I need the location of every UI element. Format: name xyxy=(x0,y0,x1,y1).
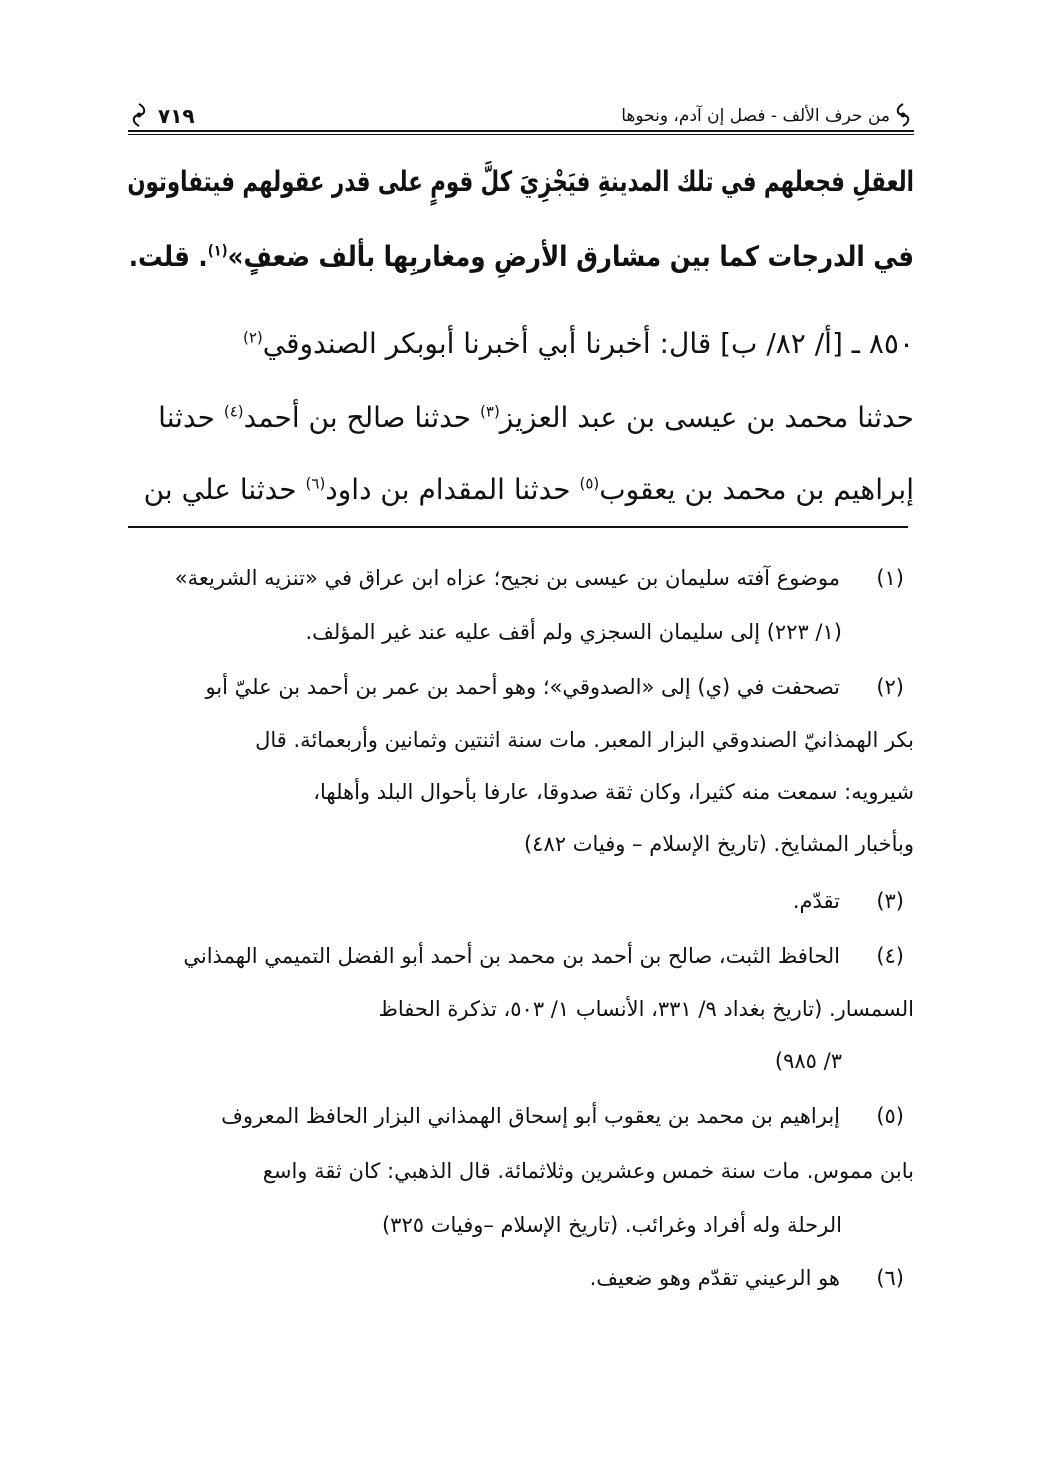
footnote-4-line-2: السمسار. (تاريخ بغداد ٩/ ٣٣١، الأنساب ١/ ٥٠٣، تذكرة الحفاظ xyxy=(378,997,914,1021)
entry-line-2-a: حدثنا محمد بن عيسى بن عبد العزيز xyxy=(499,401,914,434)
body-line-2-text: في الدرجات كما بين مشارق الأرضِ ومغاربِها بألف ضعفٍ» xyxy=(227,240,915,273)
footnote-text: تقدّم. xyxy=(792,889,840,913)
footnote-1-line-2: (١/ ٢٢٣) إلى سليمان السجزي ولم أقف عليه عند غير المؤلف. xyxy=(305,620,842,644)
footnote-ref-1: (١) xyxy=(207,241,228,260)
entry-line-2-b: حدثنا صالح بن أحمد xyxy=(243,401,481,434)
ornament-left-icon xyxy=(128,102,150,128)
entry-line-2-c: حدثنا xyxy=(158,401,224,434)
footnote-mark: (٣) xyxy=(876,889,904,913)
footnote-ref-4: (٤) xyxy=(223,402,244,421)
footnote-text: موضوع آفته سليمان بن عيسى بن نجيح؛ عزاه ابن عراق في «تنزيه الشريعة» xyxy=(174,566,840,590)
page-number: ٧١٩ xyxy=(158,104,195,128)
footnote-mark: (١) xyxy=(876,566,904,590)
body-line-2-end: . قلت. xyxy=(128,240,208,273)
entry-line-1 xyxy=(128,324,914,364)
footnote-separator xyxy=(128,526,908,528)
footnote-ref-2: (٢) xyxy=(243,328,263,347)
entry-line-2 xyxy=(128,398,914,438)
footnote-mark: (٥) xyxy=(876,1104,904,1128)
footnote-text: الحافظ الثبت، صالح بن أحمد بن محمد بن أحمد أبو الفضل التميمي الهمذاني xyxy=(183,944,840,968)
entry-line-3 xyxy=(128,470,914,510)
footnote-ref-3: (٣) xyxy=(480,402,500,421)
footnote-5-line-3: الرحلة وله أفراد وغرائب. (تاريخ الإسلام –وفيات ٣٢٥) xyxy=(381,1213,842,1237)
header-title: من حرف الألف - فصل إن آدم، ونحوها xyxy=(621,106,890,126)
entry-line-3-c: حدثنا علي بن xyxy=(143,473,306,506)
footnote-mark: (٢) xyxy=(876,675,904,699)
footnote-text: إبراهيم بن محمد بن يعقوب أبو إسحاق الهمذاني البزار الحافظ المعروف xyxy=(221,1104,840,1128)
footnote-mark: (٤) xyxy=(876,944,904,968)
footnote-2-line-2: بكر الهمذانيّ الصندوقي البزار المعبر. مات سنة اثنتين وثمانين وأربعمائة. قال xyxy=(255,728,914,752)
footnote-text: هو الرعيني تقدّم وهو ضعيف. xyxy=(589,1266,840,1290)
footnote-2-line-4: وبأخبار المشايخ. (تاريخ الإسلام – وفيات ٤٨٢) xyxy=(523,832,914,856)
ornament-right-icon xyxy=(892,102,914,128)
footnote-mark: (٦) xyxy=(876,1266,904,1290)
running-header xyxy=(128,96,914,140)
entry-line-1-text: ٨٥٠ ـ [أ/ ٨٢/ ب] قال: أخبرنا أبي أخبرنا أبوبكر الصندوقي xyxy=(262,327,914,360)
header-rule xyxy=(128,130,914,135)
body-line-2 xyxy=(128,237,915,277)
footnote-2-line-3: شيرويه: سمعت منه كثيرا، وكان ثقة صدوقا، عارفا بأحوال البلد وأهلها، xyxy=(313,780,914,804)
body-line-1: العقلِ فجعلهم في تلك المدينةِ فيَجْزِيَ كلَّ قومٍ على قدر عقولهم فيتفاوتون xyxy=(127,165,914,198)
footnote-ref-5: (٥) xyxy=(579,474,600,493)
footnote-ref-6: (٦) xyxy=(305,474,326,493)
entry-line-3-b: حدثنا المقدام بن داود xyxy=(325,473,580,506)
entry-line-3-a: إبراهيم بن محمد بن يعقوب xyxy=(599,473,914,506)
footnote-4-line-3: ٣/ ٩٨٥) xyxy=(774,1049,842,1073)
footnote-5-line-2: بابن مموس. مات سنة خمس وعشرين وثلاثمائة. قال الذهبي: كان ثقة واسع xyxy=(262,1159,914,1183)
footnote-text: تصحفت في (ي) إلى «الصدوقي»؛ وهو أحمد بن عمر بن أحمد بن عليّ أبو xyxy=(205,675,840,699)
